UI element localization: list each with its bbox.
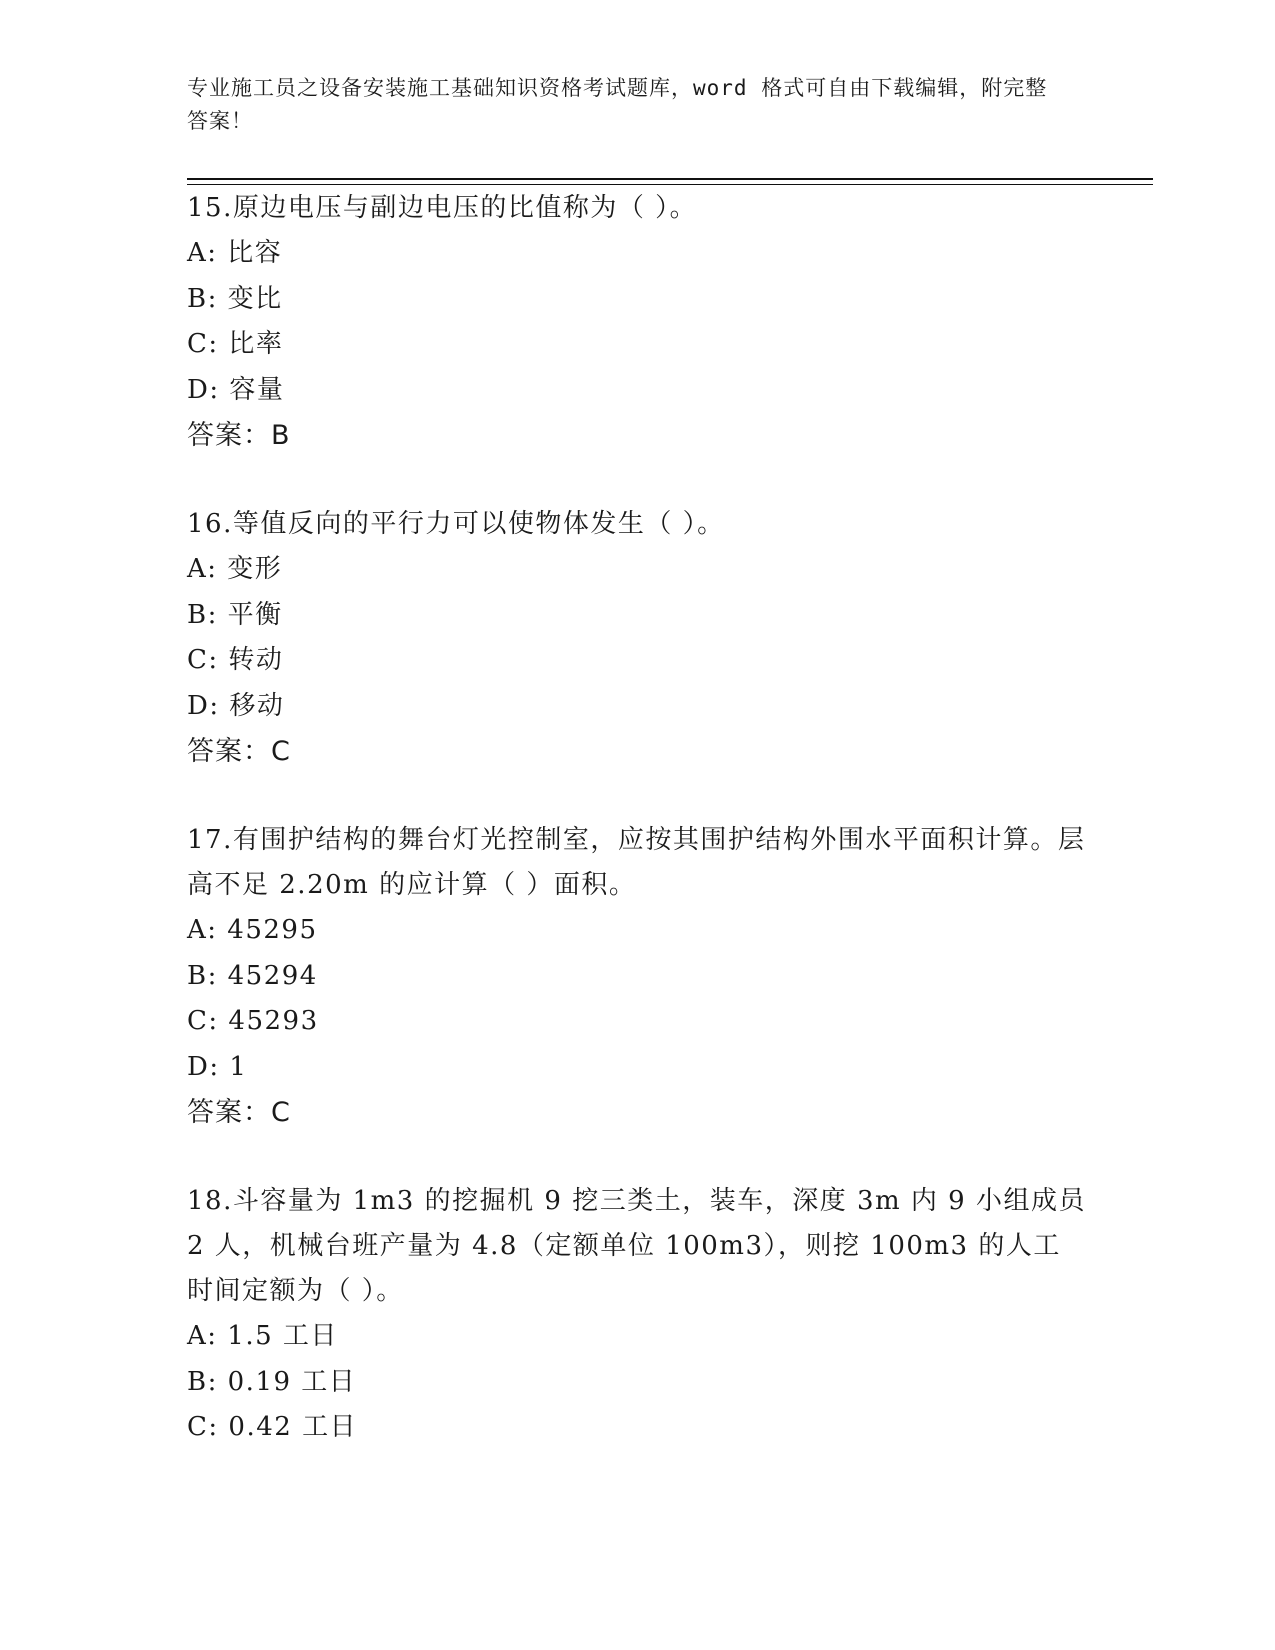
question-16 xyxy=(187,502,1087,774)
option-a: A: 变形 xyxy=(187,554,283,584)
option-b: B: 0.19 工日 xyxy=(187,1366,357,1397)
option-c: C: 45293 xyxy=(187,1006,319,1036)
option-b: B: 变比 xyxy=(187,283,283,314)
option-d: D: 移动 xyxy=(187,690,285,721)
option-d: D: 1 xyxy=(187,1051,248,1082)
option-a: A: 1.5 工日 xyxy=(187,1321,338,1351)
option-b: B: 平衡 xyxy=(187,599,283,630)
answer: 答案：B xyxy=(187,420,291,451)
question-stem: 18.斗容量为 1m3 的挖掘机 9 挖三类土，装车，深度 3m 内 9 小组成员 2 人，机械台班产量为 4.8（定额单位 100m3），则挖 100m3 的人工时间定额为（ ）。 xyxy=(187,1186,1086,1306)
question-17 xyxy=(187,818,1087,1135)
option-a: A: 比容 xyxy=(187,238,283,268)
question-list xyxy=(187,186,1087,1495)
answer: 答案：C xyxy=(187,1097,291,1128)
question-15 xyxy=(187,186,1087,458)
option-c: C: 0.42 工日 xyxy=(187,1412,358,1442)
document-header: 专业施工员之设备安装施工基础知识资格考试题库，word 格式可自由下载编辑，附完整答案！ xyxy=(187,76,1048,133)
header-rule-thin xyxy=(187,184,1153,185)
question-stem: 16.等值反向的平行力可以使物体发生（ ）。 xyxy=(187,509,725,539)
question-18 xyxy=(187,1179,1087,1451)
option-c: C: 比率 xyxy=(187,329,284,359)
answer: 答案：C xyxy=(187,736,291,767)
option-c: C: 转动 xyxy=(187,645,284,675)
question-stem: 17.有围护结构的舞台灯光控制室，应按其围护结构外围水平面积计算。层高不足 2.20m 的应计算（ ）面积。 xyxy=(187,825,1086,900)
header-rule-thick xyxy=(187,178,1153,180)
option-a: A: 45295 xyxy=(187,915,318,945)
option-b: B: 45294 xyxy=(187,960,318,991)
question-stem: 15.原边电压与副边电压的比值称为（ ）。 xyxy=(187,193,698,223)
option-d: D: 容量 xyxy=(187,374,285,405)
